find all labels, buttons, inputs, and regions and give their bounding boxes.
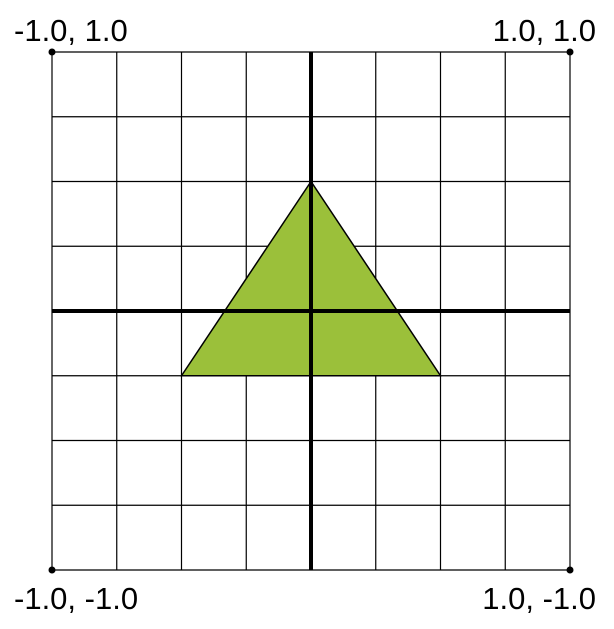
corner-dot bbox=[567, 49, 574, 56]
corner-label-bottom-left: -1.0, -1.0 bbox=[14, 581, 139, 616]
corner-label-bottom-right: 1.0, -1.0 bbox=[482, 581, 596, 616]
corner-dot bbox=[567, 567, 574, 574]
corner-label-top-left: -1.0, 1.0 bbox=[14, 13, 128, 48]
axes bbox=[52, 52, 570, 570]
corner-dot bbox=[49, 567, 56, 574]
corner-label-top-right: 1.0, 1.0 bbox=[492, 13, 596, 48]
corner-dot bbox=[49, 49, 56, 56]
